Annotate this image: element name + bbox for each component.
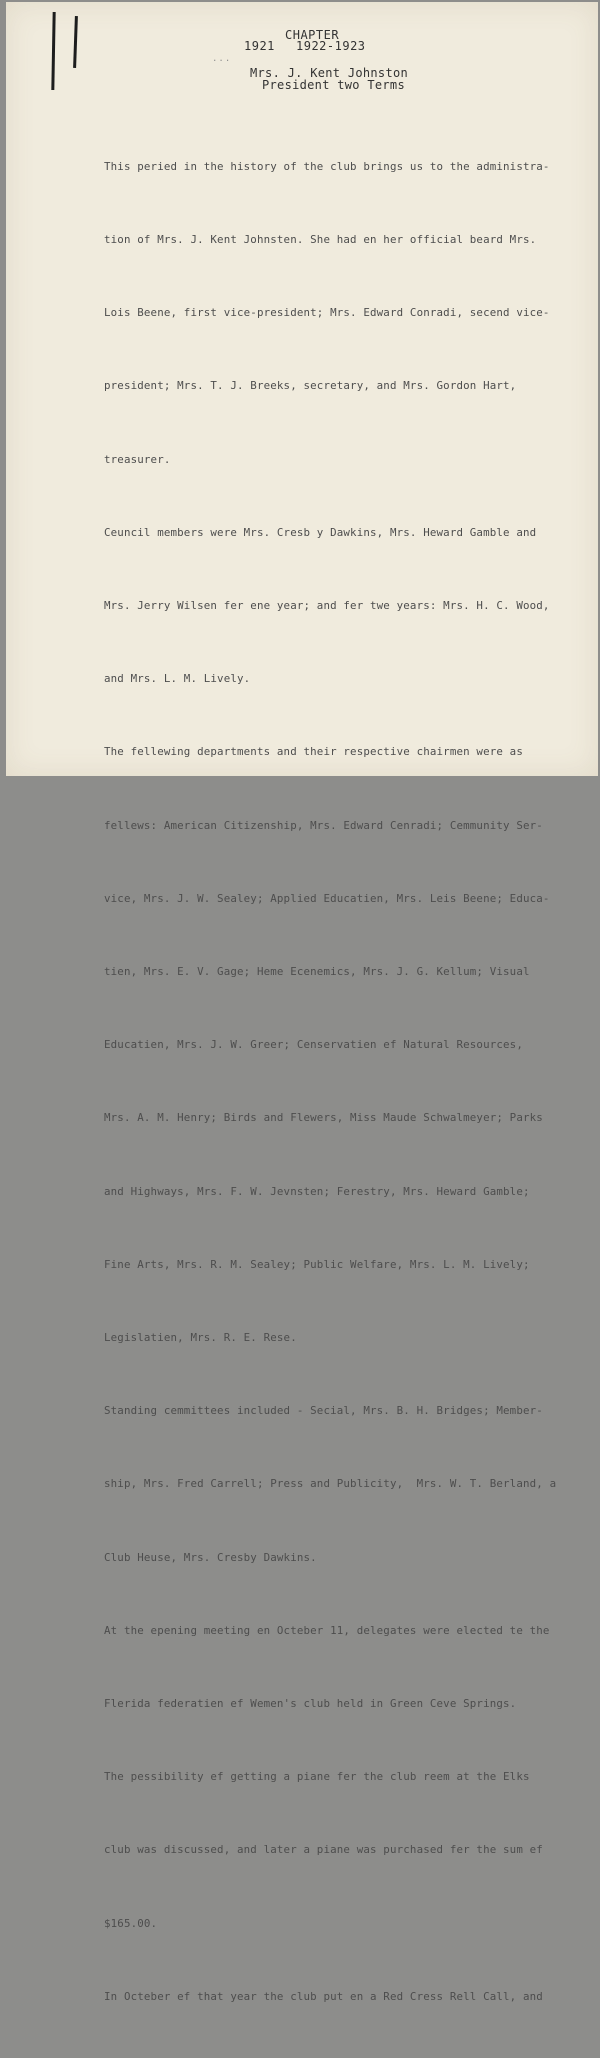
text-line: Ceuncil members were Mrs. Cresb y Dawkins, Mrs. Heward Gamble and — [104, 525, 537, 539]
chapter-label: CHAPTER — [285, 28, 340, 42]
text-line: vice, Mrs. J. W. Sealey; Applied Educatien, Mrs. Leis Beene; Educa- — [104, 891, 550, 905]
text-line: Lois Beene, first vice-president; Mrs. Edward Conradi, secend vice- — [104, 306, 550, 320]
typed-body-text — [104, 106, 592, 2058]
text-line: This peried in the history of the club brings us to the administra- — [104, 159, 550, 173]
text-line: The pessibility ef getting a piane fer the club reem at the Elks — [104, 1770, 530, 1784]
text-line: tion of Mrs. J. Kent Johnsten. She had en her official beard Mrs. — [104, 233, 537, 247]
text-line: Flerida federatien ef Wemen's club held in Green Ceve Springs. — [104, 1697, 517, 1711]
text-line: and Mrs. L. M. Lively. — [104, 672, 251, 686]
text-line: ship, Mrs. Fred Carrell; Press and Publicity, Mrs. W. T. Berland, a — [104, 1477, 557, 1491]
text-line: club was discussed, and later a piane was purchased fer the sum ef — [104, 1843, 543, 1857]
president-term: President two Terms — [262, 78, 405, 92]
text-line: president; Mrs. T. J. Breeks, secretary, and Mrs. Gordon Hart, — [104, 379, 517, 393]
ink-margin-mark — [73, 16, 78, 68]
text-line: At the epening meeting en Octeber 11, delegates were elected te the — [104, 1623, 550, 1637]
chapter-year-start: 1921 — [244, 39, 275, 53]
text-line: fellews: American Citizenship, Mrs. Edward Cenradi; Cemmunity Ser- — [104, 818, 543, 832]
text-line: Club Heuse, Mrs. Cresby Dawkins. — [104, 1550, 317, 1564]
text-line: and Highways, Mrs. F. W. Jevnsten; Ferestry, Mrs. Heward Gamble; — [104, 1184, 530, 1198]
text-line: tien, Mrs. E. V. Gage; Heme Ecenemics, Mrs. J. G. Kellum; Visual — [104, 965, 530, 979]
ink-margin-mark — [51, 12, 55, 90]
text-line: Legislatien, Mrs. R. E. Rese. — [104, 1331, 297, 1345]
president-name: Mrs. J. Kent Johnston — [250, 66, 409, 80]
text-line: Mrs. Jerry Wilsen fer ene year; and fer twe years: Mrs. H. C. Wood, — [104, 599, 550, 613]
chapter-year-range: 1922-1923 — [296, 39, 366, 53]
text-line: Standing cemmittees included - Secial, Mrs. B. H. Bridges; Member- — [104, 1404, 543, 1418]
text-line: The fellewing departments and their respective chairmen were as — [104, 745, 523, 759]
text-line: Mrs. A. M. Henry; Birds and Flewers, Miss Maude Schwalmeyer; Parks — [104, 1111, 543, 1125]
text-line: Educatien, Mrs. J. W. Greer; Censervatien ef Natural Resources, — [104, 1038, 523, 1052]
text-line: treasurer. — [104, 452, 171, 466]
text-line: In Octeber ef that year the club put en a Red Cress Rell Call, and — [104, 1989, 543, 2003]
text-line: Fine Arts, Mrs. R. M. Sealey; Public Welfare, Mrs. L. M. Lively; — [104, 1257, 530, 1271]
document-page — [6, 2, 598, 2003]
faint-typed-marks: ... — [212, 54, 232, 64]
text-line: $165.00. — [104, 1916, 158, 1930]
